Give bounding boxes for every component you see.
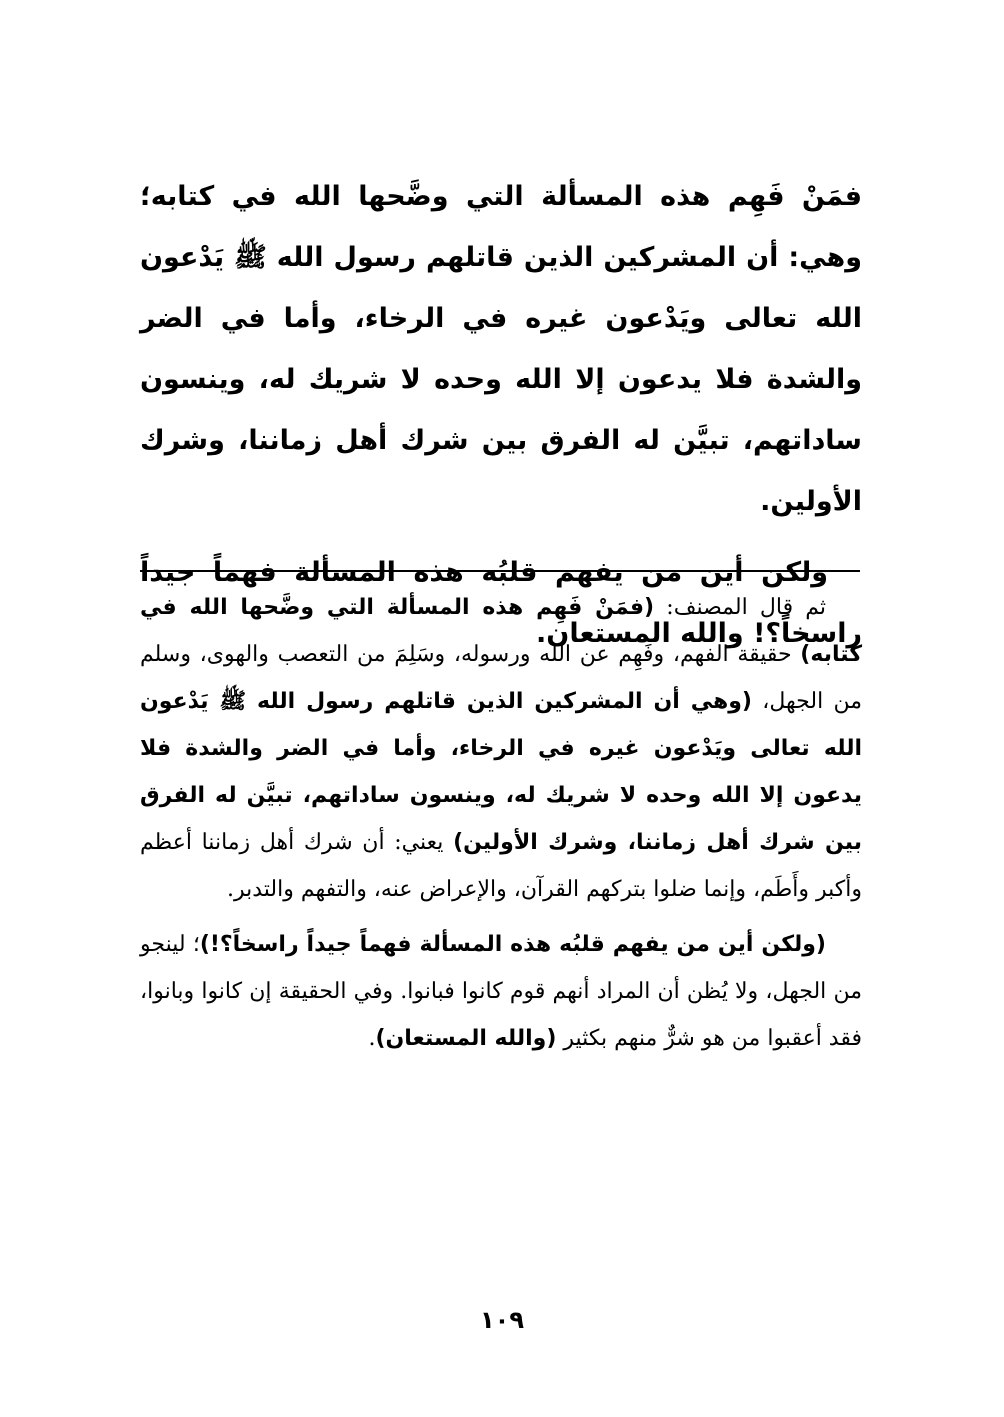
quoted-text: (فمَنْ فَهِم هذه المسألة التي وضَّحها الله في كتابه) [140,595,862,667]
commentary-text: . [368,1026,376,1051]
page-number: ١٠٩ [480,1306,524,1334]
commentary-paragraph-2 [140,921,862,1062]
main-paragraph-1: فمَنْ فَهِم هذه المسألة التي وضَّحها الله في كتابه؛ وهي: أن المشركين الذين قاتلهم رسول الله ﷺ يَدْعون الله تعالى ويَدْعون غيره في الرخاء، وأما في الضر والشدة فلا يدعون إلا الله وحده لا شريك له، وينسون ساداتهم، تبيَّن له الفرق بين شرك أهل زماننا، وشرك الأولين. [140,181,862,517]
commentary [140,584,862,1062]
commentary-paragraph-1 [140,584,862,913]
quoted-text: (والله المستعان) [375,1026,557,1051]
commentary-intro: ثم قال المصنف: [654,595,827,620]
quoted-text: (وهي أن المشركين الذين قاتلهم رسول الله ﷺ يَدْعون الله تعالى ويَدْعون غيره في الرخاء، وأما في الضر والشدة فلا يدعون إلا الله وحده لا شريك له، وينسون ساداتهم، تبيَّن له الفرق بين شرك أهل زماننا، وشرك الأولين) [140,689,862,855]
quoted-text: (ولكن أين من يفهم قلبُه هذه المسألة فهماً جيداً راسخاً؟!) [199,932,826,957]
commentary-text: يعني: أن شرك أهل زماننا أعظم وأكبر وأَطَم، وإنما ضلوا بتركهم القرآن، والإعراض عنه، والتفهم والتدبر. [140,830,862,902]
commentary-text: ؛ لينجو من الجهل، ولا يُظن أن المراد أنهم قوم كانوا فبانوا. وفي الحقيقة إن كانوا وبانوا، فقد أعقبوا من هو شرٌّ منهم بكثير [140,932,862,1051]
footnote-divider [140,570,860,572]
main-paragraph-2: ولكن أين من يفهم قلبُه هذه المسألة فهماً جيداً راسخاً؟! والله المستعان. [140,557,862,649]
commentary-text: حقيقة الفهم، وفَهِم عن الله ورسوله، وسَلِمَ من التعصب والهوى، وسلم من الجهل، [140,642,863,714]
